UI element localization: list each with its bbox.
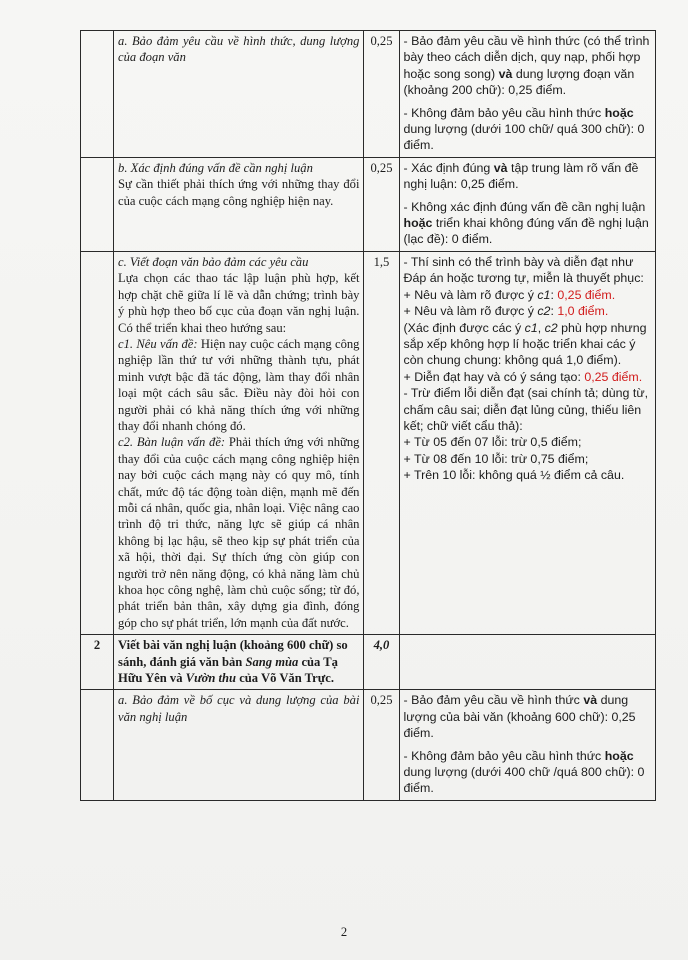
table-row [81, 690, 656, 800]
points-value: 1,5 [373, 254, 390, 269]
guide-line: - Không xác định đúng vấn đề cần nghị luận hoặc triển khai không đúng vấn đề nghị luận (lạc đề): 0 điểm. [403, 199, 649, 247]
guide-line: + Nêu và làm rõ được ý c1: 0,25 điểm. [403, 287, 616, 302]
requirement-cell [114, 157, 364, 251]
scoring-rubric-table [80, 30, 656, 801]
table-row [81, 251, 656, 634]
requirement-cell [114, 635, 364, 690]
guide-line: - Xác định đúng và tập trung làm rõ vấn đề nghị luận: 0,25 điểm. [403, 160, 639, 192]
requirement-body: c2. Bàn luận vấn đề: Phải thích ứng với những thay đổi của cuộc cách mạng công nghiệp hiện nay bởi cuộc cách mạng này có quy mô, tính chất, mức độ tác động toàn diện, mạnh mẽ đến mỗi cá nhân, quốc gia, nhân loại. Việc nâng cao trình độ tri thức, năng lực sẽ giúp cá nhân không bị lạc hậu, sẽ theo kịp sự phát triển của xã hội, thời đại. Sự thích ứng còn giúp con người trở nên năng động, có khả năng làm chủ khoa học công nghệ, làm chủ cuộc sống; từ đó, phát triển bản thân, xây dựng gia đình, đóng góp cho sự phát triển, lớn mạnh của đất nước. [118, 435, 360, 630]
points-cell [364, 251, 399, 634]
points-value: 0,25 [370, 693, 393, 708]
scoring-guide-cell [399, 690, 655, 800]
table-row [81, 157, 656, 251]
points-cell [364, 31, 399, 158]
question-number-cell [81, 690, 114, 800]
points-value: 0,25 [370, 34, 393, 48]
points-value: 4,0 [373, 638, 390, 653]
requirement-cell [114, 251, 364, 634]
guide-line: (Xác định được các ý c1, c2 phù hợp nhưng sắp xếp không hợp lí hoặc triển khai các ý còn chung chung: không quá 1,0 điểm). [403, 320, 647, 368]
points-cell [364, 690, 399, 800]
guide-line: + Từ 08 đến 10 lỗi: trừ 0,75 điểm; [403, 451, 589, 466]
requirement-body: c1. Nêu vấn đề: Hiện nay cuộc cách mạng công nghiệp lần thứ tư với những thành tựu, phát minh vượt bậc đã tác động, làm thay đổi nhân loại một cách sâu sắc. Điều này đòi hỏi con người phải có khả năng thích ứng với những thay đổi nhanh chóng đó. [118, 336, 360, 433]
guide-line: - Không đảm bảo yêu cầu hình thức hoặc dung lượng (dưới 100 chữ/ quá 300 chữ): 0 điểm. [403, 105, 645, 153]
guide-line: - Không đảm bảo yêu cầu hình thức hoặc dung lượng (dưới 400 chữ /quá 800 chữ): 0 điểm. [403, 748, 645, 796]
scoring-guide-cell [399, 635, 655, 690]
requirement-title: c. Viết đoạn văn bảo đảm các yêu cầu [118, 254, 309, 269]
table-row [81, 635, 656, 690]
guide-line: + Diễn đạt hay và có ý sáng tạo: 0,25 điểm. [403, 369, 643, 384]
question-number-cell [81, 157, 114, 251]
requirement-title: b. Xác định đúng vấn đề cần nghị luận [118, 160, 313, 175]
question-prompt: Viết bài văn nghị luận (khoảng 600 chữ) so sánh, đánh giá văn bản Sang mùa của Tạ Hữu Yên và Vườn thu của Võ Văn Trực. [118, 638, 348, 686]
scoring-guide-cell [399, 251, 655, 634]
points-cell [364, 635, 399, 690]
requirement-body: Sự cần thiết phải thích ứng với những thay đổi của cuộc cách mạng công nghiệp hiện nay. [118, 177, 360, 208]
scoring-guide-cell [399, 31, 655, 158]
question-number-cell [81, 31, 114, 158]
page-number: 2 [340, 925, 348, 939]
table-row [81, 31, 656, 158]
points-value: 0,25 [370, 160, 393, 175]
guide-line: - Bảo đảm yêu cầu về hình thức (có thể trình bày theo cách diễn dịch, quy nạp, phối hợp hoặc song song) và dung lượng đoạn văn (khoảng 200 chữ): 0,25 điểm. [403, 34, 650, 98]
guide-line: + Nêu và làm rõ được ý c2: 1,0 điểm. [403, 304, 609, 319]
question-number-cell [81, 251, 114, 634]
requirement-cell [114, 31, 364, 158]
guide-line: + Trên 10 lỗi: không quá ½ điểm cả câu. [403, 468, 625, 483]
guide-line: - Bảo đảm yêu cầu về hình thức và dung lượng của bài văn (khoảng 600 chữ): 0,25 điểm. [403, 693, 636, 741]
question-number-cell [81, 635, 114, 690]
guide-line: - Trừ điểm lỗi diễn đạt (sai chính tả; dùng từ, chấm câu sai; diễn đạt lủng củng, thiếu liên kết; chữ viết cẩu thả): [403, 386, 649, 433]
requirement-title: a. Bảo đảm yêu cầu về hình thức, dung lượng của đoạn văn [118, 34, 360, 65]
question-number: 2 [93, 638, 101, 653]
requirement-title: a. Bảo đảm về bố cục và dung lượng của bài văn nghị luận [118, 693, 360, 724]
scoring-guide-cell [399, 157, 655, 251]
requirement-cell [114, 690, 364, 800]
points-cell [364, 157, 399, 251]
guide-line: + Từ 05 đến 07 lỗi: trừ 0,5 điểm; [403, 435, 582, 450]
guide-line: - Thí sinh có thể trình bày và diễn đạt như Đáp án hoặc tương tự, miễn là thuyết phục: [403, 254, 644, 286]
requirement-body: Lựa chọn các thao tác lập luận phù hợp, kết hợp chặt chẽ giữa lí lẽ và dẫn chứng; trình bày ý phù hợp theo bố cục của đoạn văn nghị luận. Có thể triển khai theo hướng sau: [118, 271, 360, 335]
